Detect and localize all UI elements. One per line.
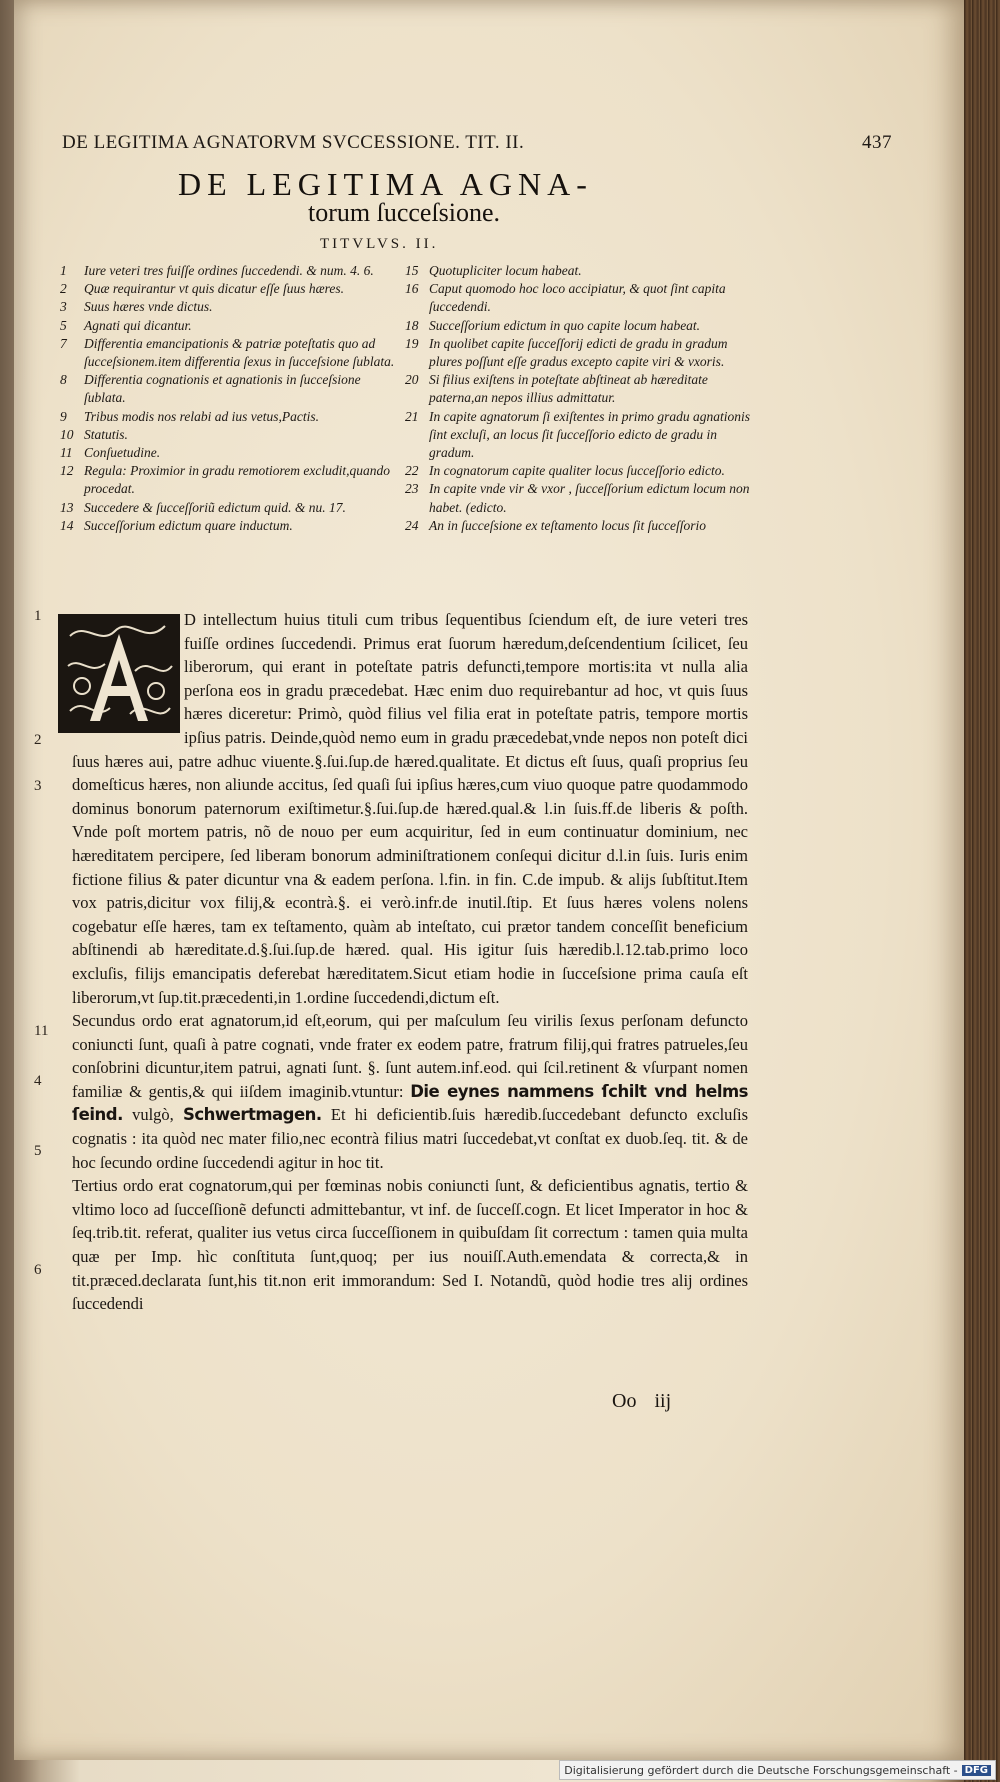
summary-item-number: 20 bbox=[405, 372, 419, 388]
summary-item-text: In cognatorum capite qualiter locus ſucceſſorio edicto. bbox=[429, 463, 725, 479]
margin-number: 4 bbox=[34, 1073, 42, 1089]
summary-item bbox=[60, 298, 400, 316]
summary-item bbox=[405, 408, 761, 463]
signature-letters: Oo bbox=[612, 1390, 637, 1412]
summary-item-text: Regula: Proximior in gradu remotiorem excludit,quando procedat. bbox=[84, 463, 390, 497]
margin-number: 2 bbox=[34, 732, 42, 748]
titulus: TITVLVS. II. bbox=[320, 236, 439, 252]
summary-item bbox=[60, 371, 400, 407]
summary-left bbox=[60, 262, 400, 535]
summary-item-text: Conſuetudine. bbox=[84, 445, 161, 461]
summary-item-text: Quotupliciter locum habeat. bbox=[429, 263, 582, 278]
summary-item-text: An in ſucceſsione ex teſtamento locus ſit ſucceſſorio bbox=[429, 517, 707, 533]
dfg-logo: DFG bbox=[962, 1765, 991, 1776]
summary-item-text: Differentia cognationis et agnationis in ſucceſsione ſublata. bbox=[84, 372, 361, 406]
paragraph-1: D intellectum huius tituli cum tribus ſequentibus ſciendum eſt, de iure veteri tres fuiſſe ordines ſuccedendi. Primus erat ſuorum hæredum,deſcendentium ſcilicet, ſeu liberorum, qui erant in poteſtate patris defuncti,tempore mortis:ita vt nulla alia perſona eos in gradu præcedebat. Hæc enim duo requirebantur ad hoc, vt quis ſuus hæres diceretur: Primò, quòd filius vel filia erat in poteſtate patris, tempore mortis ipſius patris. Deinde,quòd nemo eum in gradu præcedebat,vnde nepos non poteſt dici ſuus hæres aui, patre adhuc viuente.§.ſui.ſup.de hæred.qualitate. Et dictus eſt ſuus, quaſi proprius ſeu domeſticus hæres, non aliunde accitus, ſed quaſi ſui ipſius hæres,cum viuo quoque patre quodammodo dominus bonorum paternorum exiſtimetur.§.ſui.ſup.de hæred.qual.& l.in ſuis.ff.de liberis & poſth. Vnde poſt mortem patris, nõ de nouo per eum acquiritur, ſed in eum continuatur dominium, nec hæreditatem percipere, ſed liberam bonorum adminiſtrationem conſequi dicitur d.l.in ſuis. Iuris enim fictione filius & pater dicuntur vna & eadem perſona. l.fin. in fin. C.de impub. & alijs ſubſtitut.Item vox patris,dicitur vox filij,& econtrà.§. ei verò.infr.de inutil.ſtip. Et ſuus hæres volens nolens cogebatur eſſe hæres, tam ex teſtamento, quàm ab inteſtato, cui prætor tandem conceſſit beneficium abſtinendi ab hæreditate.d.§.ſui.ſup.de hæred. qual. His igitur ſuis hæredib.l.12.tab.primo loco excluſis, filijs emancipatis deferebat hæreditatem.Sicut etiam hodie in ſucceſsione prima cauſa eſt liberorum,vt ſup.tit.præcedenti,in 1.ordine ſuccedendi,dictum eſt. bbox=[72, 610, 748, 1007]
summary-item-number: 18 bbox=[405, 317, 419, 333]
summary-item-number: 8 bbox=[60, 372, 67, 388]
german-phrase: Die eynes nammens ſchilt vnd helms ſeind. bbox=[72, 1081, 748, 1125]
summary-item-number: 5 bbox=[60, 317, 67, 333]
summary-item bbox=[60, 317, 400, 335]
margin-numbers bbox=[0, 0, 60, 1782]
paragraph-2-rest: Et hi deficientib.ſuis hæredib.ſuccedebant defuncto excluſis cognatis : ita quòd nec mater filio,nec econtrà filius matri ſuccedebat,vt conſtat ex duob.ſeq. tit. & de hoc ſecundo ordine ſuccedendi agitur in hoc tit. bbox=[72, 1105, 749, 1172]
summary-item-text: Succedere & ſucceſſoriũ edictum quid. & nu. 17. bbox=[84, 499, 346, 515]
summary-item bbox=[60, 408, 400, 426]
summary-item-text: In quolibet capite ſucceſſorij edicti de gradu in gradum plures poſſunt eſſe gradus excepto capite viri & vxoris. bbox=[429, 335, 728, 370]
paragraph-2 bbox=[72, 1009, 748, 1174]
summary-right bbox=[405, 262, 761, 535]
page-edge bbox=[964, 0, 1000, 1782]
title-line-2: torum ſucceſsione. bbox=[308, 198, 501, 227]
summary-item-text: Succeſſorium edictum in quo capite locum habeat. bbox=[429, 317, 701, 333]
margin-number: 5 bbox=[34, 1143, 42, 1159]
german-term: Schwertmagen. bbox=[182, 1105, 322, 1125]
summary-item-text: Agnati qui dicantur. bbox=[84, 317, 192, 333]
summary-item bbox=[60, 280, 400, 298]
signature-number: iij bbox=[654, 1390, 672, 1412]
summary-item bbox=[60, 335, 400, 371]
summary-item bbox=[60, 517, 400, 535]
paragraph-2-text: Secundus ordo erat agnatorum,id eſt,eorum, qui per maſculum ſeu virilis ſexus perſonam defuncto coniuncti ſunt, quaſi à patre cognati, vnde frater ex eodem patre, fratrum filij,qui fratres patrueles,ſeu conſobrini dicuntur,item patrui, agnati ſunt. §. ſunt autem.inf.eod. qui ſcil.retinent & vſurpant nomen familiæ & gentis,& qui iiſdem imaginib.vtuntur: bbox=[72, 1011, 748, 1101]
summary-item-text: In capite agnatorum ſi exiſtentes in primo gradu agnationis ſint excluſi, an locus ſit ſucceſſorio edicto de gradu in gradum. bbox=[429, 408, 750, 461]
margin-number: 1 bbox=[34, 608, 42, 624]
summary-item-number: 2 bbox=[60, 281, 67, 297]
summary-item bbox=[405, 480, 761, 516]
summary-item-number: 7 bbox=[60, 335, 67, 351]
summary-item-text: Si filius exiſtens in poteſtate abſtineat ab hæreditate paterna,an nepos illius admittatur. bbox=[429, 372, 708, 406]
summary-item-number: 11 bbox=[60, 445, 73, 461]
summary-item-number: 3 bbox=[60, 299, 67, 315]
initial-space bbox=[72, 608, 184, 726]
summary-item-text: Iure veteri tres fuiſſe ordines ſuccedendi. & num. 4. 6. bbox=[84, 263, 374, 278]
summary-item bbox=[405, 517, 761, 535]
summary-item-text: In capite vnde vir & vxor , ſucceſſorium edictum locum non habet. (edicto. bbox=[429, 481, 750, 515]
margin-number: 11 bbox=[34, 1023, 49, 1039]
margin-number: 6 bbox=[34, 1262, 42, 1278]
running-head bbox=[62, 132, 892, 158]
summary-item bbox=[405, 371, 761, 407]
summary-item bbox=[60, 462, 400, 498]
summary-item-text: Differentia emancipationis & patriæ poteſtatis quo ad ſucceſsionem.item differentia ſexus in ſucceſsione ſublata. bbox=[84, 335, 395, 370]
summary-item bbox=[60, 262, 400, 280]
summary-item-number: 13 bbox=[60, 499, 74, 515]
summary-item-number: 9 bbox=[60, 408, 67, 424]
summary-item-number: 24 bbox=[405, 517, 419, 533]
summary-item bbox=[405, 462, 761, 480]
paragraph-3: Tertius ordo erat cognatorum,qui per fœminas nobis coniuncti ſunt, & deficientibus agnatis, tertio & vltimo loco ad ſucceſſionẽ defuncti admittebantur, vt inf. de ſucceſſ.cogn. Et licet Imperator in hoc & ſeq.trib.tit. referat, qualiter ius vetus circa ſucceſſionem in quibuſdam ſit correctum : tamen quia multa quæ per Imp. hìc conſtituta ſunt,quoq; per ius nouiſſ.Auth.emendata & correcta,& in tit.præced.declarata ſunt,his tit.non erit immorandum: Sed I. Notandũ, quòd hodie tres alij ordines ſuccedendi bbox=[72, 1176, 748, 1314]
summary-item-text: Quæ requirantur vt quis dicatur eſſe ſuus hæres. bbox=[84, 281, 344, 297]
summary-item-number: 16 bbox=[405, 281, 419, 297]
body-text bbox=[72, 608, 748, 1316]
summary-item-number: 1 bbox=[60, 263, 67, 278]
summary-item-number: 21 bbox=[405, 408, 419, 424]
summary-item bbox=[60, 426, 400, 444]
summary-item bbox=[405, 280, 761, 316]
summary-item-number: 14 bbox=[60, 517, 74, 533]
summary-item bbox=[405, 317, 761, 335]
signature-mark bbox=[612, 1390, 671, 1413]
summary-item bbox=[60, 499, 400, 517]
footer-bar bbox=[559, 1760, 996, 1780]
running-head-title: DE LEGITIMA AGNATORVM SVCCESSIONE. TIT. II. bbox=[62, 132, 525, 153]
summary-item-text: Statutis. bbox=[84, 426, 128, 442]
summary-item-text: Caput quomodo hoc loco accipiatur, & quot ſint capita ſuccedendi. bbox=[429, 281, 726, 315]
summary-item bbox=[405, 262, 761, 280]
summary-item-text: Suus hæres vnde dictus. bbox=[84, 299, 213, 315]
summary-item-number: 19 bbox=[405, 335, 419, 351]
summary-item-text: Tribus modis nos relabi ad ius vetus,Pactis. bbox=[84, 408, 320, 424]
summary-item-number: 22 bbox=[405, 463, 419, 479]
title-line-1: DE LEGITIMA AGNA- bbox=[178, 166, 593, 202]
summary-item-text: Succeſſorium edictum quare inductum. bbox=[84, 517, 293, 533]
summary-item-number: 23 bbox=[405, 481, 419, 497]
margin-number: 3 bbox=[34, 778, 42, 794]
summary-item-number: 15 bbox=[405, 263, 419, 278]
summary-item bbox=[60, 444, 400, 462]
page-number: 437 bbox=[862, 132, 892, 153]
summary-item-number: 12 bbox=[60, 463, 74, 479]
footer-text: Digitalisierung gefördert durch die Deutsche Forschungsgemeinschaft - bbox=[564, 1763, 958, 1777]
summary-item bbox=[405, 335, 761, 371]
summary-item-number: 10 bbox=[60, 426, 74, 442]
paragraph-2-vulgo: vulgò, bbox=[132, 1105, 174, 1125]
